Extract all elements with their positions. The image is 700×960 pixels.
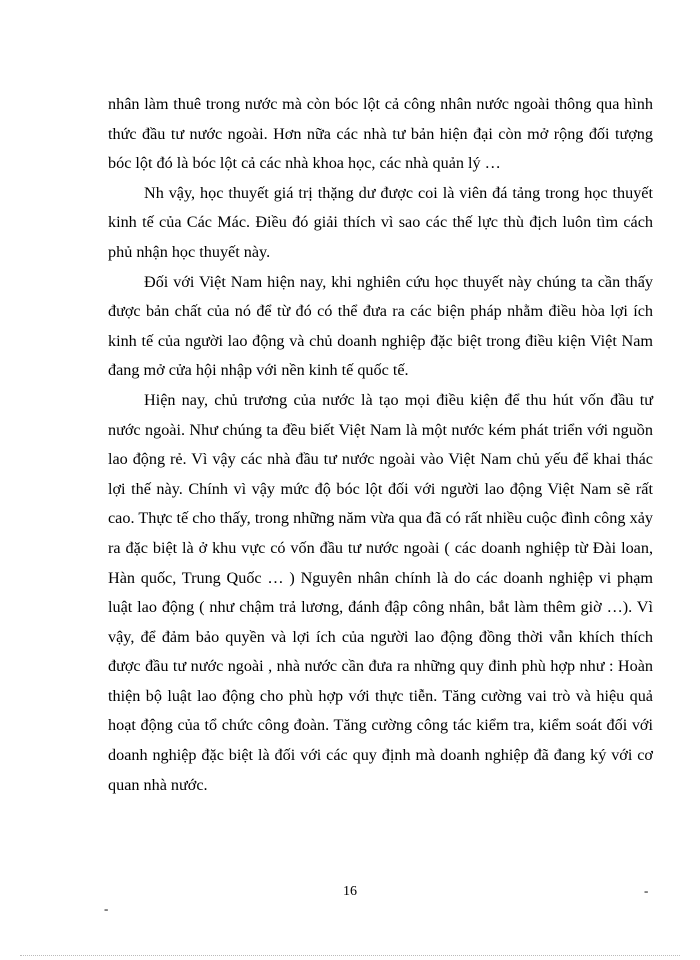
paragraph-continuation: nhân làm thuê trong nước mà còn bóc lột cả công nhân nước ngoài thông qua hình thức đầu tư nước ngoài. Hơn nữa các nhà tư bản hiện đại còn mở rộng đối tượng bóc lột đó là bóc lột cả các nhà khoa học, các nhà quản lý … [108,95,653,173]
body-text [108,90,653,800]
page-bottom-divider [20,955,680,956]
paragraph-surplus-value: Nh vậy, học thuyết giá trị thặng dư được coi là viên đá tảng trong học thuyết kinh tế của Các Mác. Điều đó giải thích vì sao các thế lực thù địch luôn tìm cách phủ nhận học thuyết này. [108,183,653,261]
footer-dash-right: - [644,883,649,898]
page-number: 16 [343,884,357,899]
paragraph-vietnam: Đối với Việt Nam hiện nay, khi nghiên cứu học thuyết này chúng ta cần thấy được bản chất của nó để từ đó có thể đưa ra các biện pháp nhằm điều hòa lợi ích kinh tế của người lao động và chủ doanh nghiệp đặc biệt trong điều kiện Việt Nam đang mở cửa hội nhập với nền kinh tế quốc tế. [108,272,653,380]
paragraph-foreign-investment: Hiện nay, chủ trương của nước là tạo mọi điều kiện để thu hút vốn đầu tư nước ngoài. Như chúng ta đều biết Việt Nam là một nước kém phát triển với nguồn lao động rẻ. Vì vậy các nhà đầu tư nước ngoài vào Việt Nam chủ yếu để khai thác lợi thế này. Chính vì vậy mức độ bóc lột đối với người lao động Việt Nam sẽ rất cao. Thực tế cho thấy, trong những năm vừa qua đã có rất nhiều cuộc đình công xảy ra đặc biệt là ở khu vực có vốn đầu tư nước ngoài ( các doanh nghiệp từ Đài loan, Hàn quốc, Trung Quốc … ) Nguyên nhân chính là do các doanh nghiệp vi phạm luật lao động ( như chậm trả lương, đánh đập công nhân, bắt làm thêm giờ …). Vì vậy, để đảm bảo quyền và lợi ích của người lao động đồng thời vẫn khích thích được đầu tư nước ngoài , nhà nước cần đưa ra những quy đinh phù hợp như : Hoàn thiện bộ luật lao động cho phù hợp với thực tiễn. Tăng cường vai trò và hiệu quả hoạt động của tổ chức công đoàn. Tăng cường công tác kiểm tra, kiểm soát đối với doanh nghiệp đặc biệt là đối với các quy định mà doanh nghiệp đã đang ký với cơ quan nhà nước. [108,390,653,794]
footer-dash-left: - [104,901,109,916]
